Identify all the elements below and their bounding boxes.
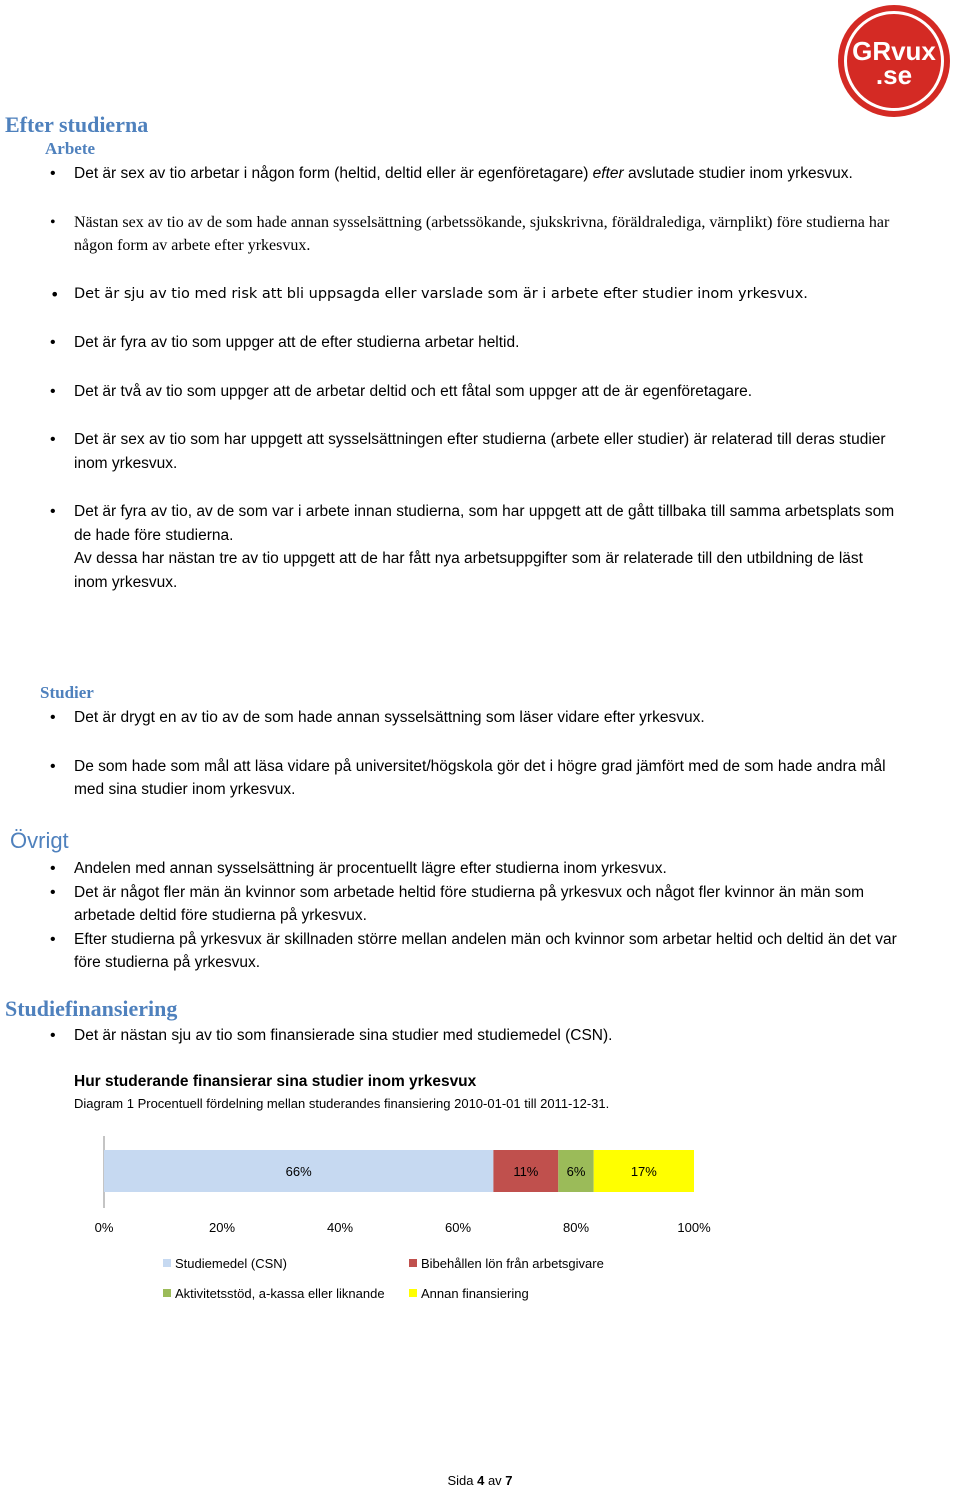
x-tick-label: 0% [94, 1220, 114, 1235]
heading-efter-studierna: Efter studierna [5, 112, 149, 137]
x-tick-label: 20% [208, 1220, 236, 1235]
legend-label: Annan finansiering [421, 1286, 529, 1301]
ovrigt-list [40, 857, 900, 975]
footer-middle: av [484, 1473, 506, 1488]
arbete-list [40, 162, 900, 594]
bar-label-3: 17% [630, 1164, 657, 1179]
x-tick-label: 40% [326, 1220, 354, 1235]
list-item: • Det är något fler män än kvinnor som arbetade heltid före studierna på yrkesvux och något fler kvinnor än män som arbetade deltid före studierna på yrkesvux. [40, 881, 900, 928]
list-item: • Det är nästan sju av tio som finansierade sina studier med studiemedel (CSN). [40, 1024, 900, 1048]
chart-bars [104, 1150, 694, 1192]
legend-swatch [163, 1259, 171, 1267]
legend-item-aktivitetsstod [163, 1286, 385, 1302]
grvux-logo [838, 5, 950, 117]
bar-label-0: 66% [285, 1164, 312, 1179]
legend-label: Aktivitetsstöd, a-kassa eller liknande [175, 1286, 385, 1301]
bar-label-1: 11% [513, 1164, 539, 1179]
chart-title: Hur studerande finansierar sina studier inom yrkesvux [74, 1073, 477, 1090]
logo-text: GRvux .se [852, 36, 936, 90]
footer-page: 4 [477, 1473, 485, 1488]
heading-arbete: Arbete [45, 139, 96, 158]
legend-swatch [409, 1259, 417, 1267]
heading-studier: Studier [40, 683, 94, 702]
list-item: • Det är drygt en av tio av de som hade annan sysselsättning som läser vidare efter yrkesvux. [40, 706, 900, 730]
list-item [40, 500, 900, 594]
legend-swatch [409, 1289, 417, 1297]
list-item: • Det är sex av tio som har uppgett att sysselsättningen efter studierna (arbete eller studier) är relaterad till deras studier inom yrkesvux. [40, 428, 900, 475]
list-item: • De som hade som mål att läsa vidare på universitet/högskola gör det i högre grad jämfört med de som hade andra mål med sina studier inom yrkesvux. [40, 755, 900, 802]
heading-ovrigt: Övrigt [10, 828, 69, 853]
financing-chart [0, 1120, 960, 1250]
studier-list [40, 706, 900, 802]
legend-item-studiemedel [163, 1256, 287, 1272]
list-item: • Det är fyra av tio som uppger att de efter studierna arbetar heltid. [40, 331, 900, 355]
list-item: • Det är sju av tio med risk att bli uppsagda eller varslade som är i arbete efter studier inom yrkesvux. [40, 283, 900, 307]
list-item-text: Det är fyra av tio, av de som var i arbete innan studierna, som har uppgett att de gått tillbaka till samma arbetsplats som de hade före studierna. [74, 503, 895, 544]
list-item: • Nästan sex av tio av de som hade annan sysselsättning (arbetssökande, sjukskrivna, föräldralediga, värnplikt) före studierna har någon form av arbete efter yrkesvux. [40, 211, 900, 258]
footer-total: 7 [505, 1473, 513, 1488]
list-item: • Efter studierna på yrkesvux är skillnaden större mellan andelen män och kvinnor som arbetar heltid och deltid än det var före studierna på yrkesvux. [40, 928, 900, 975]
x-tick-label: 100% [677, 1220, 711, 1235]
chart-ticks [95, 1220, 711, 1235]
heading-studiefinansiering: Studiefinansiering [5, 996, 178, 1021]
chart-subtitle: Diagram 1 Procentuell fördelning mellan studerandes finansiering 2010-01-01 till 2011-12-31. [74, 1096, 610, 1111]
list-item: • Det är sex av tio arbetar i någon form (heltid, deltid eller är egenföretagare) efter avslutade studier inom yrkesvux. [40, 162, 900, 186]
studiefinansiering-list [40, 1024, 900, 1048]
legend-swatch [163, 1289, 171, 1297]
legend-label: Bibehållen lön från arbetsgivare [421, 1256, 604, 1271]
bar-label-2: 6% [566, 1164, 586, 1179]
x-tick-label: 60% [444, 1220, 472, 1235]
page-footer [0, 1473, 960, 1488]
x-tick-label: 80% [562, 1220, 590, 1235]
footer-prefix: Sida [447, 1473, 478, 1488]
list-item: • Det är två av tio som uppger att de arbetar deltid och ett fåtal som uppger att de är egenföretagare. [40, 380, 900, 404]
legend-item-annan [409, 1286, 529, 1302]
legend-item-lon [409, 1256, 604, 1272]
list-item: • Andelen med annan sysselsättning är procentuellt lägre efter studierna inom yrkesvux. [40, 857, 900, 881]
legend-label: Studiemedel (CSN) [175, 1256, 287, 1271]
list-item-extra: Av dessa har nästan tre av tio uppgett att de har fått nya arbetsuppgifter som är relaterade till den utbildning de läst inom yrkesvux. [74, 550, 863, 591]
